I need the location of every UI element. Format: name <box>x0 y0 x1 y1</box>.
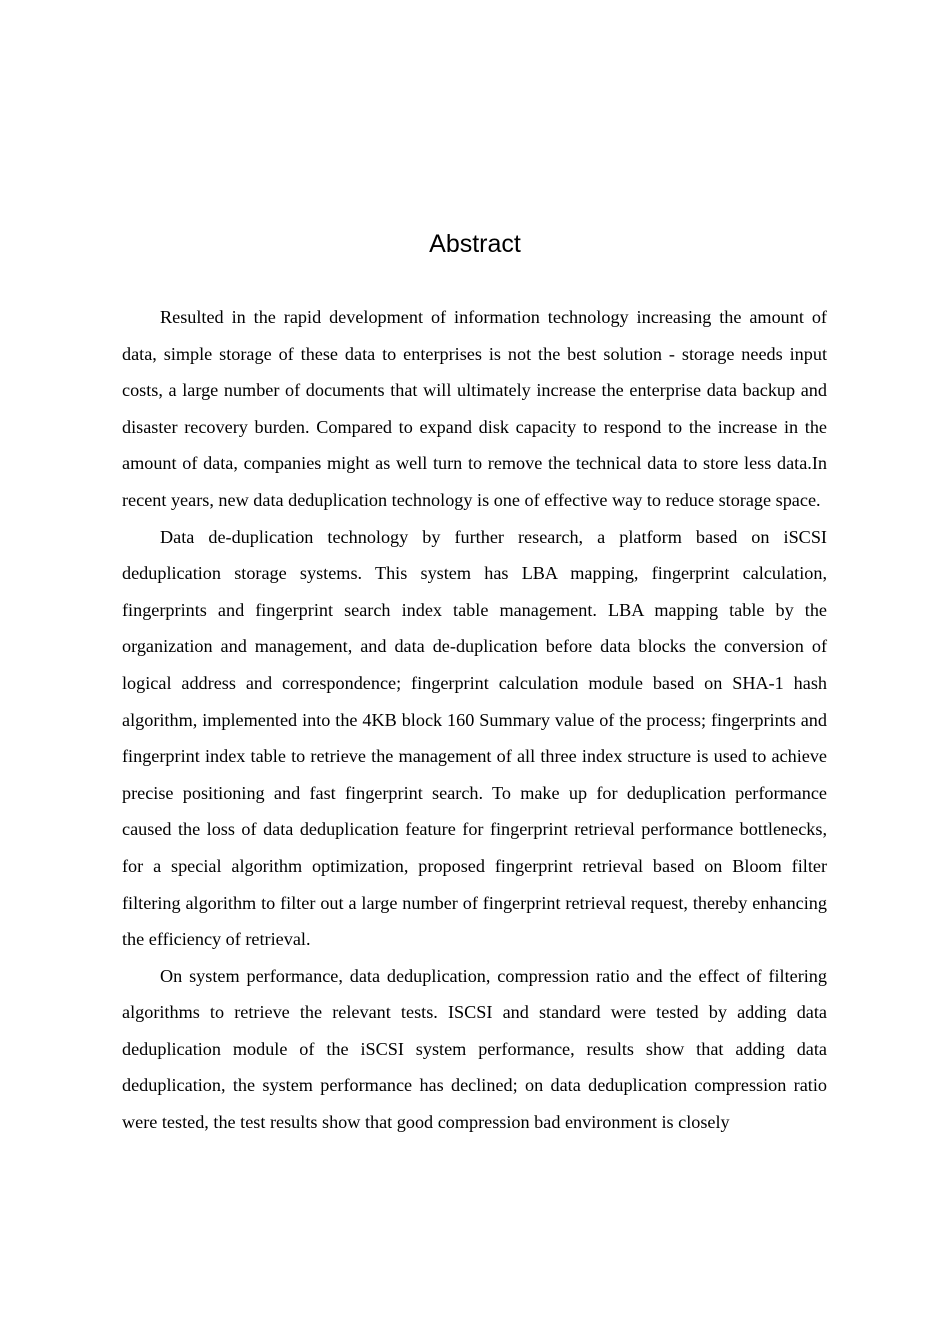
abstract-body <box>122 299 827 1141</box>
paragraph: Data de-duplication technology by further research, a platform based on iSCSI deduplication storage systems. This system has LBA mapping, fingerprint calculation, fingerprints and fingerprint search index table management. LBA mapping table by the organization and management, and data de-duplication before data blocks the conversion of logical address and correspondence; fingerprint calculation module based on SHA-1 hash algorithm, implemented into the 4KB block 160 Summary value of the process; fingerprints and fingerprint index table to retrieve the management of all three index structure is used to achieve precise positioning and fast fingerprint search. To make up for deduplication performance caused the loss of data deduplication feature for fingerprint retrieval performance bottlenecks, for a special algorithm optimization, proposed fingerprint retrieval based on Bloom filter filtering algorithm to filter out a large number of fingerprint retrieval request, thereby enhancing the efficiency of retrieval. <box>122 526 827 950</box>
paragraph: On system performance, data deduplication, compression ratio and the effect of filtering algorithms to retrieve the relevant tests. ISCSI and standard were tested by adding data deduplication module of the iSCSI system performance, results show that adding data deduplication, the system performance has declined; on data deduplication compression ratio were tested, the test results show that good compression bad environment is closely <box>122 965 827 1133</box>
page-title: Abstract <box>429 230 521 258</box>
paragraph: Resulted in the rapid development of information technology increasing the amount of data, simple storage of these data to enterprises is not the best solution - storage needs input costs, a large number of documents that will ultimately increase the enterprise data backup and disaster recovery burden. Compared to expand disk capacity to respond to the increase in the amount of data, companies might as well turn to remove the technical data to store less data.In recent years, new data deduplication technology is one of effective way to reduce storage space. <box>122 307 827 510</box>
